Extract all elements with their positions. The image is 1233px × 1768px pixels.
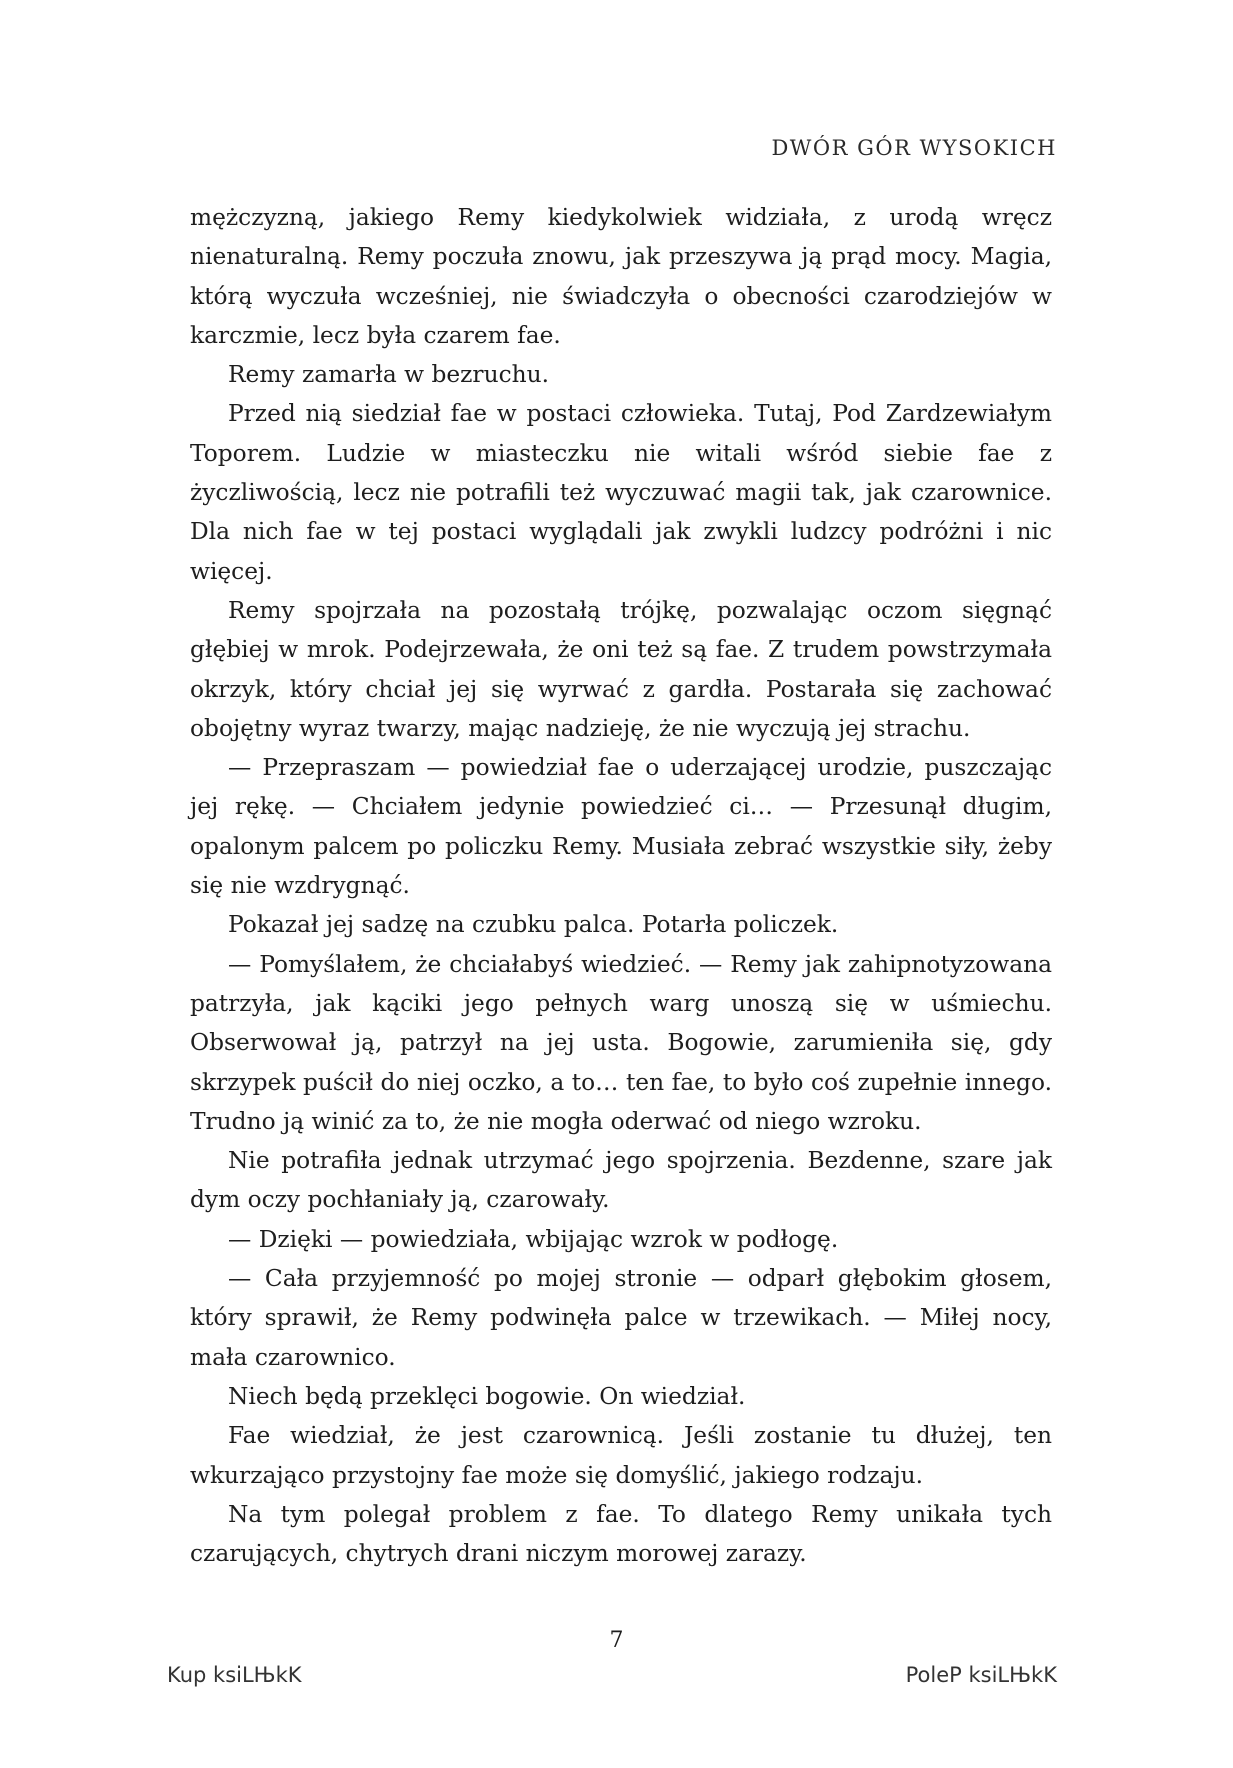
paragraph: Nie potrafiła jednak utrzymać jego spojrzenia. Bezdenne, szare jak dym oczy pochłaniały ją, czarowały. — [190, 1147, 1052, 1214]
paragraph: Na tym polegał problem z fae. To dlatego Remy unikała tych czarujących, chytrych drani niczym morowej zarazy. — [190, 1500, 1052, 1568]
paragraph: Pokazał jej sadzę na czubku palca. Potarła policzek. — [228, 911, 839, 939]
paragraph: Remy zamarła w bezruchu. — [228, 361, 550, 389]
paragraph: — Cała przyjemność po mojej stronie — odparł głębokim głosem, który sprawił, że Remy podwinęła palce w trzewikach. — Miłej nocy, mała czarownico. — [190, 1265, 1052, 1371]
paragraph: Remy spojrzała na pozostałą trójkę, pozwalając oczom sięgnąć głębiej w mrok. Podejrzewała, że oni też są fae. Z trudem powstrzymała okrzyk, który chciał jej się wyrwać z gardła. Postarała się zachować obojętny wyraz twarzy, mając nadzieję, że nie wyczują jej strachu. — [190, 596, 1052, 742]
page-number: 7 — [609, 1628, 624, 1653]
recommend-book-link[interactable]: PoleP ksiLЊkK — [905, 1663, 1057, 1687]
paragraph: — Dzięki — powiedziała, wbijając wzrok w podłogę. — [228, 1225, 839, 1253]
body-text — [190, 198, 1052, 1573]
paragraph: — Pomyślałem, że chciałabyś wiedzieć. — Remy jak zahipnotyzowana patrzyła, jak kąciki jego pełnych warg unoszą się w uśmiechu. Obserwował ją, patrzył na jej usta. Bogowie, zarumieniła się, gdy skrzypek puścił do niej oczko, a to… ten fae, to było coś zupełnie innego. Trudno ją winić za to, że nie mogła oderwać od niego wzroku. — [190, 950, 1052, 1135]
paragraph: Przed nią siedział fae w postaci człowieka. Tutaj, Pod Zardzewiałym Toporem. Ludzie w miasteczku nie witali wśród siebie fae z życzliwością, lecz nie potrafili też wyczuwać magii tak, jak czarownice. Dla nich fae w tej postaci wyglądali jak zwykli ludzcy podróżni i nic więcej. — [190, 400, 1052, 585]
paragraph: Fae wiedział, że jest czarownicą. Jeśli zostanie tu dłużej, ten wkurzająco przystojny fae może się domyślić, jakiego rodzaju. — [190, 1422, 1052, 1489]
paragraph: mężczyzną, jakiego Remy kiedykolwiek widziała, z urodą wręcz nienaturalną. Remy poczuła znowu, jak przeszywa ją prąd mocy. Magia, którą wyczuła wcześniej, nie świadczyła o obecności czarodziejów w karczmie, lecz była czarem fae. — [190, 204, 1052, 349]
paragraph: — Przepraszam — powiedział fae o uderzającej urodzie, puszczając jej rękę. — Chciałem jedynie powiedzieć ci… — Przesunął długim, opalonym palcem po policzku Remy. Musiała zebrać wszystkie siły, żeby się nie wzdrygnąć. — [190, 754, 1052, 900]
paragraph: Niech będą przeklęci bogowie. On wiedział. — [228, 1382, 746, 1410]
running-header-title: DWÓR GÓR WYSOKICH — [771, 136, 1057, 160]
buy-book-link[interactable]: Kup ksiLЊkK — [167, 1663, 302, 1687]
